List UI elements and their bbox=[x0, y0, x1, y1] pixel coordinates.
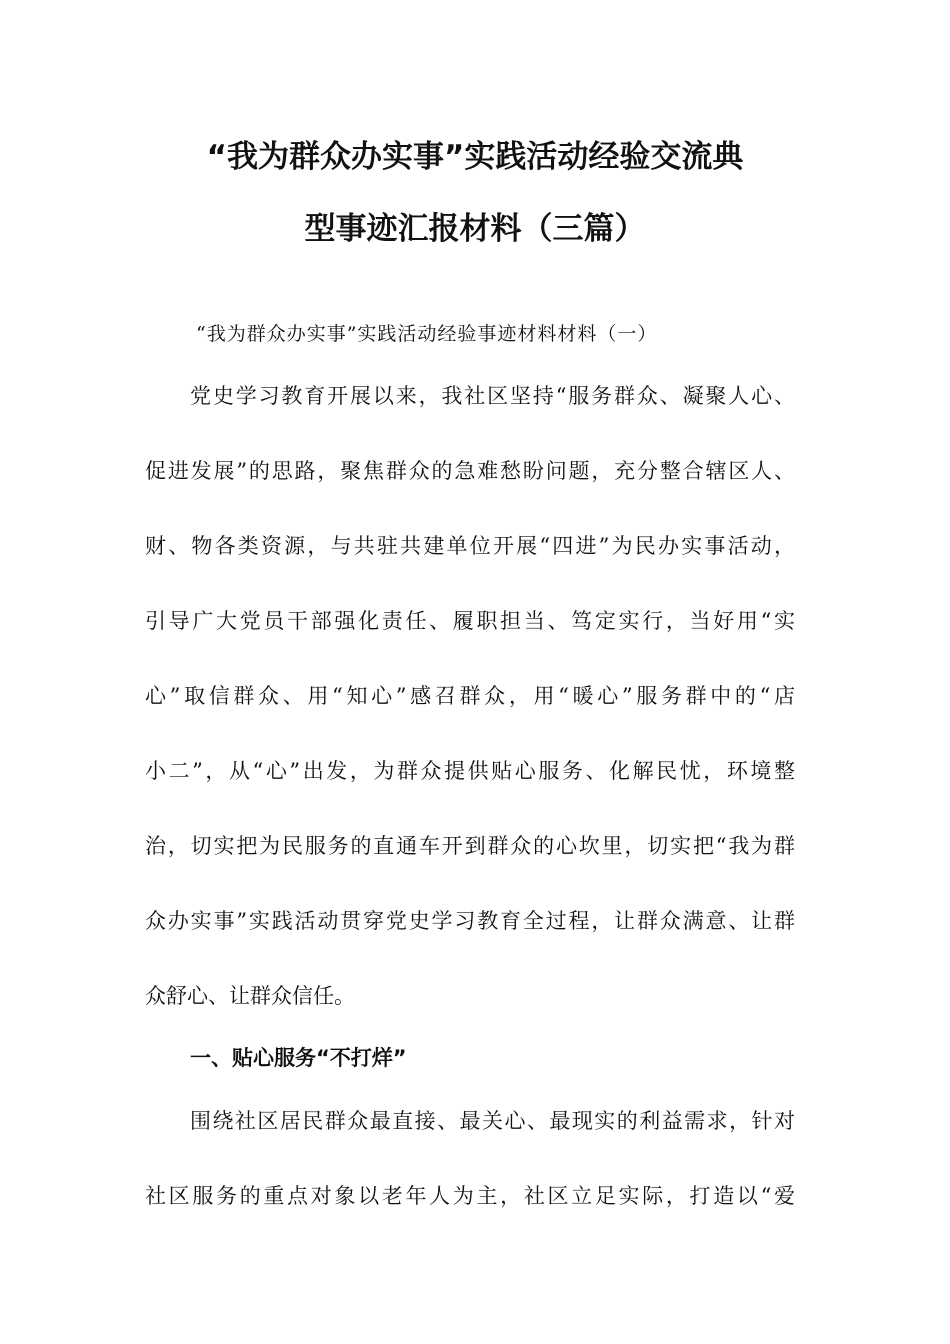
paragraph-1-line-5: 心”取信群众、用“知心”感召群众，用“暖心”服务群中的“店 bbox=[145, 684, 795, 708]
paragraph-1-line-2: 促进发展”的思路，聚焦群众的急难愁盼问题，充分整合辖区人、 bbox=[145, 459, 795, 483]
paragraph-1-line-4: 引导广大党员干部强化责任、履职担当、笃定实行，当好用“实 bbox=[145, 609, 795, 633]
paragraph-1-line-8: 众办实事”实践活动贯穿党史学习教育全过程，让群众满意、让群 bbox=[145, 909, 795, 933]
document-title-line-2: 型事迹汇报材料（三篇） bbox=[304, 211, 646, 247]
paragraph-1-line-9: 众舒心、让群众信任。 bbox=[145, 984, 355, 1008]
paragraph-1-line-3: 财、物各类资源，与共驻共建单位开展“四进”为民办实事活动， bbox=[145, 534, 795, 558]
article-subtitle: “我为群众办实事”实践活动经验事迹材料材料（一） bbox=[196, 323, 658, 345]
paragraph-2-line-1: 围绕社区居民群众最直接、最关心、最现实的利益需求，针对 bbox=[190, 1109, 795, 1133]
document-title-line-1: “我为群众办实事”实践活动经验交流典 bbox=[206, 139, 744, 175]
paragraph-1-line-1: 党史学习教育开展以来，我社区坚持“服务群众、凝聚人心、 bbox=[190, 384, 795, 408]
section-1-heading: 一、贴心服务“不打烊” bbox=[190, 1046, 407, 1070]
paragraph-2-line-2: 社区服务的重点对象以老年人为主，社区立足实际，打造以“爱 bbox=[145, 1184, 795, 1208]
paragraph-1-line-7: 治，切实把为民服务的直通车开到群众的心坎里，切实把“我为群 bbox=[145, 834, 795, 858]
paragraph-1-line-6: 小二”，从“心”出发，为群众提供贴心服务、化解民忧，环境整 bbox=[145, 759, 795, 783]
